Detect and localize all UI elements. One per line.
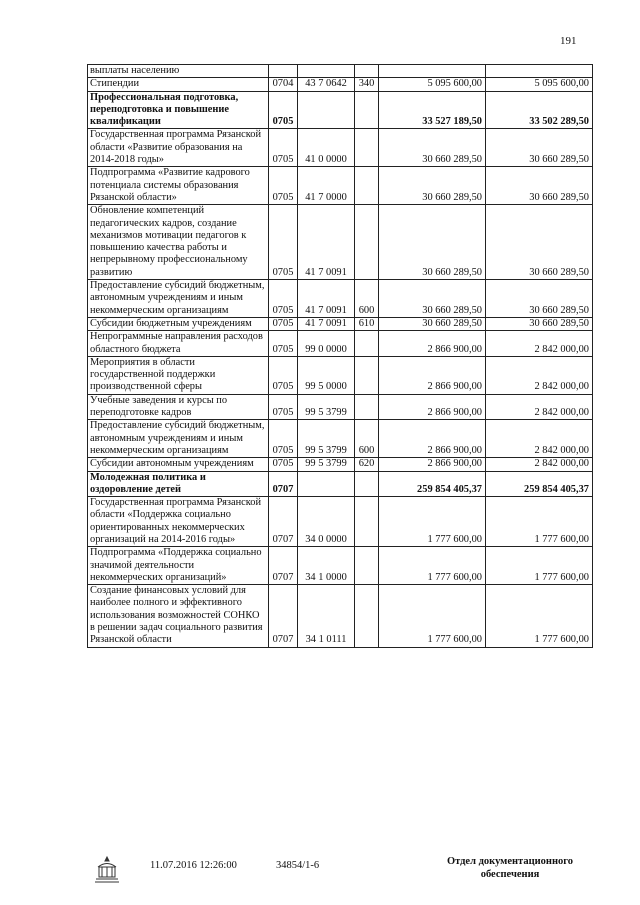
row-section-code: 0705 (269, 205, 298, 280)
row-name: Государственная программа Рязанской области «Поддержка социально ориентированных некоммерческих организаций на 2014-2016 годы» (88, 497, 269, 547)
row-target-code: 41 7 0091 (298, 280, 355, 318)
row-section-code: 0707 (269, 547, 298, 585)
table-row (88, 280, 593, 318)
footer-department-line2: обеспечения (480, 869, 540, 880)
row-amount-2018: 1 777 600,00 (486, 547, 593, 585)
row-section-code: 0705 (269, 394, 298, 420)
row-amount-2018 (486, 65, 593, 78)
row-amount-2018: 30 660 289,50 (486, 167, 593, 205)
row-section-code: 0705 (269, 91, 298, 129)
footer-date: 11.07.2016 12:26:00 (150, 860, 237, 871)
row-amount-2017: 1 777 600,00 (379, 497, 486, 547)
row-expense-type (355, 91, 379, 129)
row-section-code: 0707 (269, 497, 298, 547)
row-amount-2018: 30 660 289,50 (486, 280, 593, 318)
table-row (88, 65, 593, 78)
row-expense-type (355, 65, 379, 78)
row-expense-type: 610 (355, 317, 379, 330)
row-target-code: 99 5 3799 (298, 420, 355, 458)
row-target-code: 41 7 0091 (298, 205, 355, 280)
table-row (88, 356, 593, 394)
row-target-code: 41 7 0000 (298, 167, 355, 205)
footer-doc-number: 34854/1-6 (276, 860, 320, 871)
row-amount-2017: 30 660 289,50 (379, 129, 486, 167)
row-expense-type: 340 (355, 78, 379, 91)
row-section-code: 0705 (269, 317, 298, 330)
row-amount-2018: 2 842 000,00 (486, 356, 593, 394)
row-name: Подпрограмма «Развитие кадрового потенциала системы образования Рязанской области» (88, 167, 269, 205)
row-section-code: 0705 (269, 356, 298, 394)
emblem-logo (92, 855, 122, 885)
table-row (88, 129, 593, 167)
row-amount-2018: 5 095 600,00 (486, 78, 593, 91)
row-target-code (298, 471, 355, 497)
row-section-code: 0704 (269, 78, 298, 91)
row-amount-2017: 1 777 600,00 (379, 547, 486, 585)
row-expense-type: 600 (355, 280, 379, 318)
row-name: Учебные заведения и курсы по переподготовке кадров (88, 394, 269, 420)
row-amount-2017: 259 854 405,37 (379, 471, 486, 497)
row-expense-type: 600 (355, 420, 379, 458)
table-row (88, 458, 593, 471)
row-amount-2017: 2 866 900,00 (379, 394, 486, 420)
table-row (88, 471, 593, 497)
table-row (88, 547, 593, 585)
row-target-code: 41 0 0000 (298, 129, 355, 167)
row-target-code: 34 1 0000 (298, 547, 355, 585)
row-amount-2017 (379, 65, 486, 78)
row-name: выплаты населению (88, 65, 269, 78)
row-amount-2017: 2 866 900,00 (379, 458, 486, 471)
table-row (88, 167, 593, 205)
row-name: Молодежная политика и оздоровление детей (88, 471, 269, 497)
row-amount-2018: 2 842 000,00 (486, 420, 593, 458)
row-section-code: 0705 (269, 420, 298, 458)
row-name: Создание финансовых условий для наиболее полного и эффективного использования возможностей СОНКО в решении задач социального развития Рязанской области (88, 585, 269, 647)
row-name: Непрограммные направления расходов областного бюджета (88, 331, 269, 357)
row-amount-2018: 2 842 000,00 (486, 458, 593, 471)
row-name: Мероприятия в области государственной поддержки производственной сферы (88, 356, 269, 394)
row-amount-2017: 30 660 289,50 (379, 205, 486, 280)
row-name: Предоставление субсидий бюджетным, автономным учреждениям и иным некоммерческим организациям (88, 420, 269, 458)
row-target-code: 99 5 3799 (298, 458, 355, 471)
table-row (88, 497, 593, 547)
row-amount-2018: 30 660 289,50 (486, 317, 593, 330)
row-amount-2018: 33 502 289,50 (486, 91, 593, 129)
table-row (88, 205, 593, 280)
row-section-code (269, 65, 298, 78)
row-section-code: 0705 (269, 280, 298, 318)
table-row (88, 331, 593, 357)
row-expense-type (355, 394, 379, 420)
row-section-code: 0707 (269, 585, 298, 647)
row-expense-type (355, 471, 379, 497)
row-amount-2018: 30 660 289,50 (486, 129, 593, 167)
row-name: Субсидии бюджетным учреждениям (88, 317, 269, 330)
row-target-code: 34 1 0111 (298, 585, 355, 647)
row-name: Государственная программа Рязанской области «Развитие образования на 2014-2018 годы» (88, 129, 269, 167)
row-amount-2017: 5 095 600,00 (379, 78, 486, 91)
row-name: Обновление компетенций педагогических кадров, создание механизмов мотивации педагогов к повышению качества работы и непрерывному профессиональному развитию (88, 205, 269, 280)
table-row (88, 91, 593, 129)
row-amount-2018: 1 777 600,00 (486, 585, 593, 647)
row-amount-2017: 30 660 289,50 (379, 167, 486, 205)
row-amount-2017: 30 660 289,50 (379, 317, 486, 330)
row-amount-2018: 1 777 600,00 (486, 497, 593, 547)
table-row (88, 394, 593, 420)
row-name: Профессиональная подготовка, переподготовка и повышение квалификации (88, 91, 269, 129)
row-section-code: 0707 (269, 471, 298, 497)
row-expense-type: 620 (355, 458, 379, 471)
table-row (88, 420, 593, 458)
row-target-code: 99 0 0000 (298, 331, 355, 357)
budget-table (87, 64, 593, 648)
page-number: 191 (560, 35, 577, 47)
row-expense-type (355, 205, 379, 280)
row-section-code: 0705 (269, 458, 298, 471)
row-target-code: 41 7 0091 (298, 317, 355, 330)
table-row (88, 585, 593, 647)
row-name: Предоставление субсидий бюджетным, автономным учреждениям и иным некоммерческим организациям (88, 280, 269, 318)
row-amount-2018: 2 842 000,00 (486, 394, 593, 420)
row-amount-2017: 2 866 900,00 (379, 356, 486, 394)
row-expense-type (355, 497, 379, 547)
row-expense-type (355, 331, 379, 357)
row-expense-type (355, 547, 379, 585)
row-name: Субсидии автономным учреждениям (88, 458, 269, 471)
row-target-code: 43 7 0642 (298, 78, 355, 91)
footer-department-line1: Отдел документационного (446, 856, 574, 867)
table-row (88, 317, 593, 330)
row-amount-2018: 2 842 000,00 (486, 331, 593, 357)
row-amount-2017: 1 777 600,00 (379, 585, 486, 647)
row-amount-2018: 30 660 289,50 (486, 205, 593, 280)
row-expense-type (355, 129, 379, 167)
footer-department (430, 855, 590, 881)
row-target-code: 99 5 3799 (298, 394, 355, 420)
row-expense-type (355, 356, 379, 394)
row-amount-2017: 2 866 900,00 (379, 420, 486, 458)
row-amount-2017: 2 866 900,00 (379, 331, 486, 357)
row-section-code: 0705 (269, 331, 298, 357)
budget-table-body (88, 65, 593, 648)
row-section-code: 0705 (269, 129, 298, 167)
row-section-code: 0705 (269, 167, 298, 205)
row-name: Стипендии (88, 78, 269, 91)
row-amount-2018: 259 854 405,37 (486, 471, 593, 497)
table-row (88, 78, 593, 91)
row-target-code: 99 5 0000 (298, 356, 355, 394)
row-name: Подпрограмма «Поддержка социально значимой деятельности некоммерческих организаций» (88, 547, 269, 585)
row-target-code (298, 91, 355, 129)
row-expense-type (355, 167, 379, 205)
row-expense-type (355, 585, 379, 647)
row-amount-2017: 33 527 189,50 (379, 91, 486, 129)
row-amount-2017: 30 660 289,50 (379, 280, 486, 318)
row-target-code (298, 65, 355, 78)
row-target-code: 34 0 0000 (298, 497, 355, 547)
